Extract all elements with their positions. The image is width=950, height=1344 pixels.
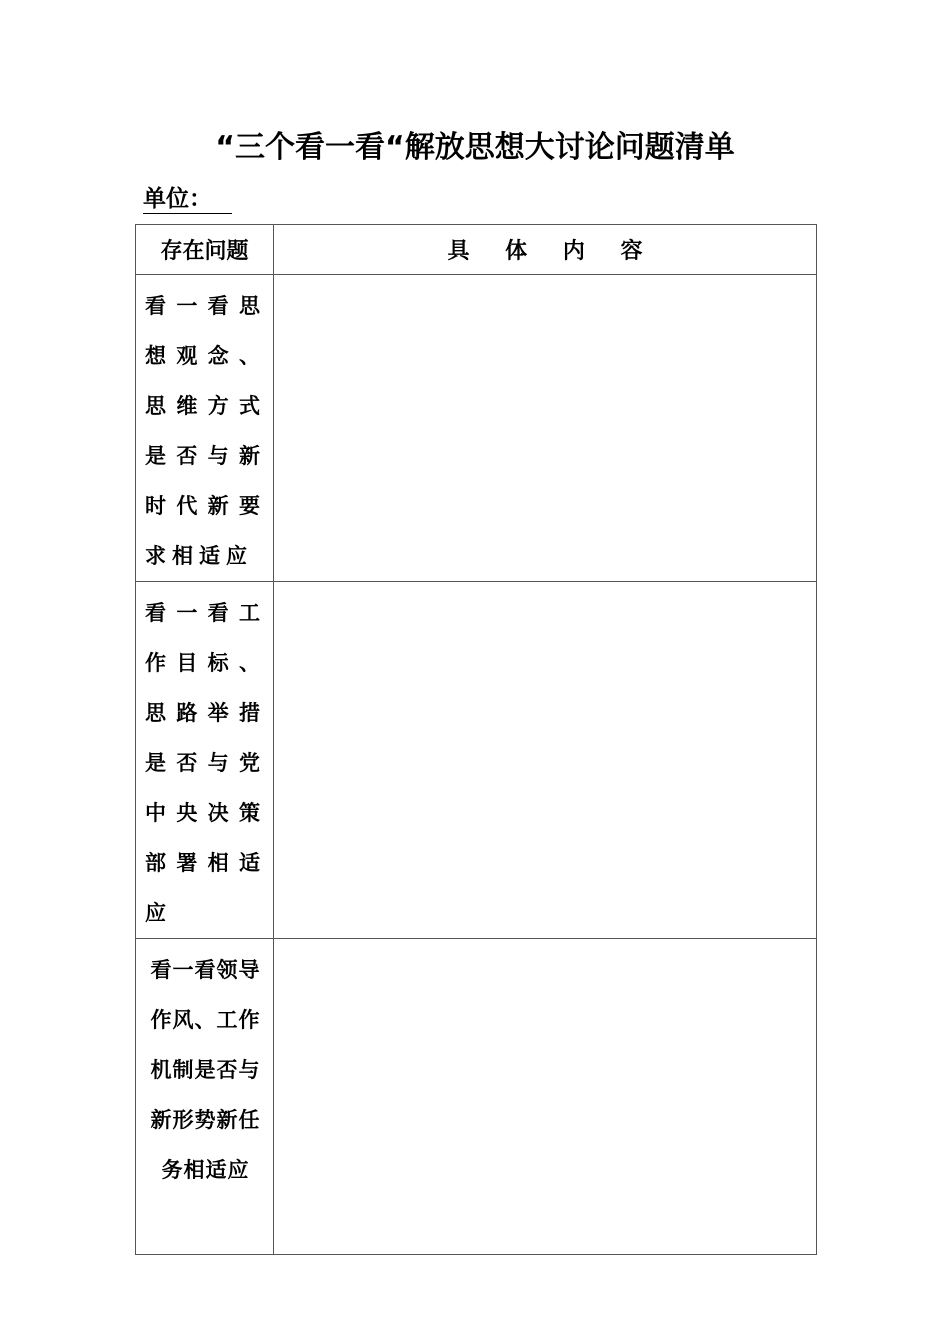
content-cell-1[interactable] <box>274 275 817 582</box>
table-header-row <box>136 225 817 275</box>
table-row <box>136 275 817 582</box>
issue-text-3: 看一看领导作风、工作机制是否与新形势新任务相适应 <box>150 957 261 1182</box>
issue-cell-2 <box>136 582 274 939</box>
issue-cell-1 <box>136 275 274 582</box>
unit-label: 单位： <box>143 185 232 214</box>
content-cell-2[interactable] <box>274 582 817 939</box>
table-row <box>136 582 817 939</box>
content-cell-3[interactable] <box>274 939 817 1255</box>
issue-text-1: 看一看思想观念、思维方式是否与新时代新要求相适应 <box>145 293 266 568</box>
header-content-label: 具 体 内 容 <box>447 239 657 264</box>
header-content <box>274 225 817 275</box>
unit-line <box>143 183 232 215</box>
header-issue: 存在问题 <box>136 225 274 275</box>
document-title: “三个看一看“解放思想大讨论问题清单 <box>215 130 735 165</box>
issue-list-table <box>135 224 817 1255</box>
issue-cell-3 <box>136 939 274 1255</box>
table-row <box>136 939 817 1255</box>
issue-text-2: 看一看工作目标、思路举措是否与党中央决策部署相适应 <box>145 600 266 925</box>
